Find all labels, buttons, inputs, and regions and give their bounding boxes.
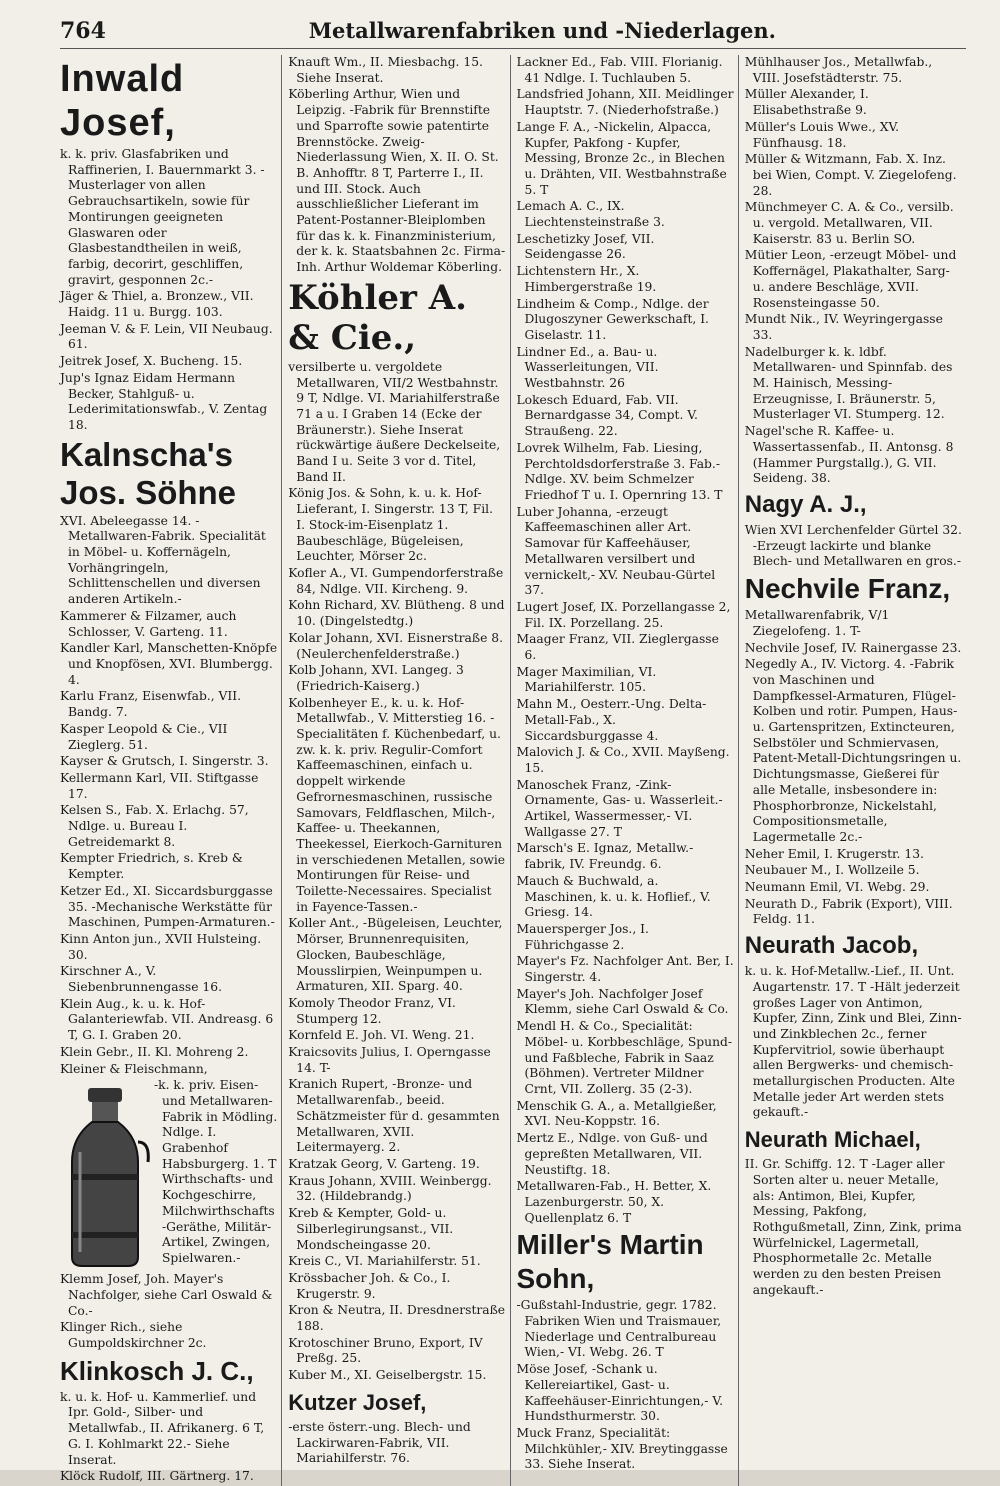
directory-entry: Luber Johanna, -erzeugt Kaffeemaschinen aller Art. Samovar für Kaffeehäuser, Metallwaren versilbert und vernickelt,- XV. Neubau-Gürtel 37. xyxy=(516,504,716,598)
directory-entry: Koller Ant., -Bügeleisen, Leuchter, Mörser, Brunnenrequisiten, Glocken, Baubeschläge, Mousslirpien, Weinpumpen u. Armaturen, XII. Sparg. 40. xyxy=(288,916,503,994)
directory-entry: Nagel'sche R. Kaffee- u. Wassertassenfab., II. Antonsg. 8 (Hammer Purgstallg.), G. VII. Seideng. 38. xyxy=(744,424,954,486)
display-heading: Kalnscha's Jos. Söhne xyxy=(60,435,237,511)
display-heading: Nagy A. J., xyxy=(744,490,867,518)
directory-entry: Kayser & Grutsch, I. Singerstr. 3. xyxy=(60,754,269,769)
directory-entry: Klinger Rich., siehe Gumpoldskirchner 2c. xyxy=(60,1320,207,1351)
directory-entry: Klein Gebr., II. Kl. Mohreng 2. xyxy=(60,1044,249,1059)
directory-entry: Lindner Ed., a. Bau- u. Wasserleitungen, VII. Westbahnstr. 26 xyxy=(516,344,659,391)
directory-entry: Maager Franz, VII. Zieglergasse 6. xyxy=(516,632,719,663)
directory-entry: Mahn M., Oesterr.-Ung. Delta-Metall-Fab., X. Siccardsburggasse 4. xyxy=(516,697,707,743)
directory-entry: Kratzak Georg, V. Garteng. 19. xyxy=(288,1157,480,1171)
display-heading: Neurath Michael, xyxy=(744,1127,921,1153)
directory-entry: Kreb & Kempter, Gold- u. Silberlegirungsanst., VII. Mondscheingasse 20. xyxy=(288,1206,454,1252)
display-heading: Kutzer Josef, xyxy=(288,1389,427,1415)
directory-entry: Mendl H. & Co., Specialität: Möbel- u. Korbbeschläge, Spund- und Faßbleche, Fabrik in Saaz (Böhmen). Vertreter Mildner Crnt, VII. Zollerg. 35 (2-3). xyxy=(516,1019,733,1096)
directory-entry: II. Gr. Schiffg. 12. T -Lager aller Sorten alter u. neuer Metalle, als: Antimon, Blei, Kupfer, Messing, Pakfong, Rothgußmetall, Zinn, Zink, prima Würfelnickel, Lagermetall, Phosphormetalle 2c. Metalle werden zu den besten Preisen angekauft.- xyxy=(744,1157,962,1297)
directory-entry: Klemm Josef, Joh. Mayer's Nachfolger, siehe Carl Oswald & Co.- xyxy=(60,1272,273,1318)
directory-entry: Jäger & Thiel, a. Bronzew., VII. Haidg. 11 u. Burgg. 103. xyxy=(60,289,254,320)
column-3 xyxy=(517,55,739,1486)
directory-entry: Kolb Johann, XVI. Langeg. 3 (Friedrich-Kaiserg.) xyxy=(288,663,464,693)
directory-entry: Mauch & Buchwald, a. Maschinen, k. u. k. Hoflief., V. Griesg. 14. xyxy=(516,873,711,920)
directory-entry: Müller's Louis Wwe., XV. Fünfhausg. 18. xyxy=(744,119,900,150)
directory-entry: Mayer's Joh. Nachfolger Josef Klemm, siehe Carl Oswald & Co. xyxy=(516,986,729,1017)
directory-entry: Möse Josef, -Schank u. Kellereiartikel, Gast- u. Kaffeehäuser-Einrichtungen,- V. Hundsthurmerstr. 30. xyxy=(516,1362,724,1424)
directory-entry: Neumann Emil, VI. Webg. 29. xyxy=(744,880,930,895)
directory-entry: Neurath D., Fabrik (Export), VIII. Feldg. 11. xyxy=(744,896,953,927)
directory-entry: XVI. Abeleegasse 14. -Metallwaren-Fabrik. Specialität in Möbel- u. Koffernägeln, Vorhängringeln, Schlittenschellen und diversen anderen Artikeln.- xyxy=(60,513,266,607)
directory-entry: Mundt Nik., IV. Weyringergasse 33. xyxy=(744,312,943,342)
directory-entry: Negedly A., IV. Victorg. 4. -Fabrik von Maschinen und Dampfkessel-Armaturen, Flügel-Kolben und rotir. Pumpen, Haus- u. Gartenspritzen, Extincteuren, Selbstöler und Schmiervasen, Patent-Metall-Dichtungsringen u. Dichtungsmasse, Gießerei für alle Metalle, insbesondere in: Phosphorbronze, Nickelstahl, Compositionsmetalle, Lagermetalle 2c.- xyxy=(744,657,962,844)
directory-entry: Kraus Johann, XVIII. Weinbergg. 32. (Hildebrandg.) xyxy=(288,1173,492,1204)
directory-entry: Jeeman V. & F. Lein, VII Neubaug. 61. xyxy=(60,321,273,352)
directory-entry: Mühlhauser Jos., Metallwfab., VIII. Josefstädterstr. 75. xyxy=(744,55,933,85)
directory-entry: Neher Emil, I. Krugerstr. 13. xyxy=(744,846,924,861)
directory-entry: Ketzer Ed., XI. Siccardsburggasse 35. -Mechanische Werkstätte für Maschinen, Pumpen-Armaturen.- xyxy=(60,883,275,930)
directory-entry: Nechvile Josef, IV. Rainergasse 23. xyxy=(744,640,962,655)
milk-can-illustration xyxy=(60,1082,150,1272)
directory-entry: Lackner Ed., Fab. VIII. Florianig. 41 Ndlge. I. Tuchlauben 5. xyxy=(516,55,723,85)
directory-entry: Neubauer M., I. Wollzeile 5. xyxy=(744,863,920,878)
directory-entry: Lemach A. C., IX. Liechtensteinstraße 3. xyxy=(516,199,665,230)
directory-entry: Muck Franz, Specialität: Milchkühler,- XIV. Breytinggasse 33. Siehe Inserat. xyxy=(516,1425,728,1472)
advertisement xyxy=(60,1078,277,1272)
directory-entry: Klöck Rudolf, III. Gärtnerg. 17. xyxy=(60,1469,254,1484)
page-title: Metallwarenfabriken und -Niederlagen. xyxy=(308,18,776,43)
directory-entry: Müller Alexander, I. Elisabethstraße 9. xyxy=(744,87,869,118)
directory-entry: Landsfried Johann, XII. Meidlinger Hauptstr. 7. (Niederhofstraße.) xyxy=(516,87,734,118)
directory-entry: k. u. k. Hof- u. Kammerlief. und Ipr. Gold-, Silber- und Metallwfab., II. Afrikanerg. 6 T, G. I. Kohlmarkt 22.- Siehe Inserat. xyxy=(60,1389,265,1467)
directory-entry: Lichtenstern Hr., X. Himbergerstraße 19. xyxy=(516,264,657,294)
directory-entry: Menschik G. A., a. Metallgießer, XVI. Neu-Koppstr. 16. xyxy=(516,1098,717,1129)
directory-entry: Marsch's E. Ignaz, Metallw.-fabrik, IV. Freundg. 6. xyxy=(516,841,694,872)
directory-entry: Kron & Neutra, II. Dresdnerstraße 188. xyxy=(288,1303,506,1334)
directory-entry: Mertz E., Ndlge. von Guß- und gepreßten Metallwaren, VII. Neustiftg. 18. xyxy=(516,1131,708,1177)
directory-entry: -erste österr.-ung. Blech- und Lackirwaren-Fabrik, VII. Mariahilferstr. 76. xyxy=(288,1419,471,1466)
directory-entry: Jeitrek Josef, X. Bucheng. 15. xyxy=(60,354,243,369)
directory-entry: Kelsen S., Fab. X. Erlachg. 57, Ndlge. u. Bureau I. Getreidemarkt 8. xyxy=(60,803,249,849)
directory-entry: Kellermann Karl, VII. Stiftgasse 17. xyxy=(60,770,259,801)
directory-entry: Kammerer & Filzamer, auch Schlosser, V. Garteng. 11. xyxy=(60,608,237,639)
directory-entry: Metallwarenfabrik, V/1 Ziegelofeng. 1. T- xyxy=(744,608,890,638)
directory-entry: Lokesch Eduard, Fab. VII. Bernardgasse 34, Compt. V. Straußeng. 22. xyxy=(516,392,698,439)
directory-entry: Kolbenheyer E., k. u. k. Hof-Metallwfab., V. Mitterstieg 16. -Specialitäten f. Küchenbedarf, u. zw. k. k. priv. Regulir-Comfort Kaffeemaschinen, einfach u. doppelt wirkende Gefrornesmaschinen, russische Samovars, Feldflaschen, Milch-, Kaffee- u. Theekannen, Theekessel, Eierkoch-Garnituren in verschiedenen Metallen, sowie Montirungen für Reise- und Toilette-Necessaires. Specialist in Fayence-Tassen.- xyxy=(288,695,506,914)
columns xyxy=(60,55,966,1486)
column-2 xyxy=(288,55,510,1486)
display-heading: Neurath Jacob, xyxy=(744,932,919,960)
display-heading: Nechvile Franz, xyxy=(744,573,951,605)
directory-entry: Kempter Friedrich, s. Kreb & Kempter. xyxy=(60,851,243,882)
directory-entry: Krotoschiner Bruno, Export, IV Preßg. 25. xyxy=(288,1335,483,1366)
directory-entry: Kranich Rupert, -Bronze- und Metallwarenfab., beeid. Schätzmeister für d. gesammten Metallwaren, XVII. Leitermayerg. 2. xyxy=(288,1077,500,1155)
directory-entry: Leschetizky Josef, VII. Seidengasse 26. xyxy=(516,231,655,262)
directory-entry: k. u. k. Hof-Metallw.-Lief., II. Unt. Augartenstr. 17. T -Hält jederzeit großes Lager von Antimon, Kupfer, Zinn, Zink und Blei, Zinn- und Zinkblechen 2c., ferner Kupfervitriol, sowie überhaupt allen Bergwerks- und chemisch-metallurgischen Producten. Alte Metalle jeder Art werden stets gekauft.- xyxy=(744,964,962,1120)
directory-entry: Münchmeyer C. A. & Co., versilb. u. vergold. Metallwaren, VII. Kaiserstr. 83 u. Berlin SO. xyxy=(744,200,954,246)
directory-entry: Nadelburger k. k. ldbf. Metallwaren- und Spinnfab. des M. Hainisch, Messing-Erzeugnisse, I. Bräunerstr. 5, Musterlager VI. Stumperg. 12. xyxy=(744,344,953,422)
directory-entry: Manoschek Franz, -Zink-Ornamente, Gas- u. Wasserleit.-Artikel, Wassermesser,- VI. Wallgasse 27. T xyxy=(516,777,723,839)
directory-entry: Kasper Leopold & Cie., VII Zieglerg. 51. xyxy=(60,721,228,752)
page-number: 764 xyxy=(60,18,106,44)
column-1 xyxy=(60,55,282,1486)
directory-entry: Lugert Josef, IX. Porzellangasse 2, Fil. IX. Porzellang. 25. xyxy=(516,599,731,630)
display-heading: Miller's Martin Sohn, xyxy=(516,1229,704,1295)
directory-entry: Mayer's Fz. Nachfolger Ant. Ber, I. Singerstr. 4. xyxy=(516,954,734,985)
directory-entry: Mauersperger Jos., I. Führichgasse 2. xyxy=(516,921,649,952)
directory-entry: k. k. priv. Glasfabriken und Raffinerien, I. Bauernmarkt 3. -Musterlager von allen Gebrauchsartikeln, sowie für Montirungen geeigneten Glaswaren oder Glasbestandtheilen in weiß, farbig, decorirt, geschliffen, gravirt, gesponnen 2c.- xyxy=(60,147,265,287)
directory-entry: Mager Maximilian, VI. Mariahilferstr. 105. xyxy=(516,664,657,695)
directory-entry: Kuber M., XI. Geiselbergstr. 15. xyxy=(288,1368,487,1383)
display-heading: Inwald Josef, xyxy=(60,58,185,144)
directory-entry: Metallwaren-Fab., H. Better, X. Lazenburgerstr. 50, X. Quellenplatz 6. T xyxy=(516,1179,712,1225)
directory-entry: Kraicsovits Julius, I. Operngasse 14. T- xyxy=(288,1045,491,1075)
directory-entry: Müller & Witzmann, Fab. X. Inz. bei Wien, Compt. V. Ziegelofeng. 28. xyxy=(744,152,957,198)
directory-entry: Kleiner & Fleischmann, xyxy=(60,1061,208,1076)
directory-entry: Kinn Anton jun., XVII Hulsteing. 30. xyxy=(60,931,262,962)
display-heading: Köhler A. & Cie., xyxy=(288,277,467,358)
directory-entry: Kolar Johann, XVI. Eisnerstraße 8. (Neulerchenfelderstraße.) xyxy=(288,630,504,661)
directory-entry: Wien XVI Lerchenfelder Gürtel 32. -Erzeugt lackirte und blanke Blech- und Metallwaren en gros.- xyxy=(744,522,962,569)
directory-entry: Klein Aug., k. u. k. Hof-Galanteriewfab. VII. Andreasg. 6 T, G. I. Graben 20. xyxy=(60,996,274,1043)
directory-entry: Malovich J. & Co., XVII. Mayßeng. 15. xyxy=(516,745,730,775)
directory-entry: Kirschner A., V. Siebenbrunnengasse 16. xyxy=(60,964,222,995)
directory-entry: Kofler A., VI. Gumpendorferstraße 84, Ndlge. VII. Kircheng. 9. xyxy=(288,565,504,596)
page-header xyxy=(60,18,966,49)
directory-entry: Knauft Wm., II. Miesbachg. 15. Siehe Inserat. xyxy=(288,55,483,85)
directory-entry: Köberling Arthur, Wien und Leipzig. -Fabrik für Brennstifte und Sparrofte sowie patentirte Brennstöcke. Zweig-Niederlassung Wien, X. II. O. St. B. Anhofftr. 8 T, Parterre I., II. und III. Stock. Auch ausschließlicher Lieferant im Patent-Postanner-Bleiplomben für das k. k. Finanzministerium, der k. k. Staatsbahnen 2c. Firma-Inh. Arthur Woldemar Köberling. xyxy=(288,87,506,275)
directory-entry: König Jos. & Sohn, k. u. k. Hof-Lieferant, I. Singerstr. 13 T, Fil. I. Stock-im-Eisenplatz 1. Baubeschläge, Bügeleisen, Leuchter, Mörser 2c. xyxy=(288,486,493,564)
directory-entry: Karlu Franz, Eisenwfab., VII. Bandg. 7. xyxy=(60,689,242,720)
directory-entry: Kohn Richard, XV. Blütheng. 8 und 10. (Dingelstedtg.) xyxy=(288,598,505,629)
directory-entry: Komoly Theodor Franz, VI. Stumperg 12. xyxy=(288,995,456,1026)
directory-entry: Kornfeld E. Joh. VI. Weng. 21. xyxy=(288,1028,475,1043)
directory-entry: Krössbacher Joh. & Co., I. Krugerstr. 9. xyxy=(288,1270,451,1301)
column-4 xyxy=(745,55,966,1486)
directory-entry: Lindheim & Comp., Ndlge. der Dlugoszyner Gewerkschaft, I. Giselastr. 11. xyxy=(516,296,709,342)
directory-entry: Mütier Leon, -erzeugt Möbel- und Koffernägel, Plakathalter, Sarg- u. andere Beschläge, XVII. Rosensteingasse 50. xyxy=(744,248,957,310)
advertisement-text: -k. k. priv. Eisen- und Metallwaren-Fabrik in Mödling. Ndlge. I. Grabenhof Habsburgerg. 1. T Wirthschafts- und Kochgeschirre, Milchwirthschafts-Geräthe, Militär-Artikel, Zwingen, Spielwaren.- xyxy=(154,1078,278,1265)
directory-entry: Kandler Karl, Manschetten-Knöpfe und Knopfösen, XVI. Blumbergg. 4. xyxy=(60,641,278,687)
directory-entry: Lovrek Wilhelm, Fab. Liesing, Perchtoldsdorferstraße 3. Fab.-Ndlge. XV. beim Schmelzer Friedhof T u. I. Opernring 13. T xyxy=(516,440,723,502)
directory-entry: -Gußstahl-Industrie, gegr. 1782. Fabriken Wien und Traismauer, Niederlage und Centralbureau Wien,- VI. Webg. 26. T xyxy=(516,1298,722,1360)
directory-entry: Jup's Ignaz Eidam Hermann Becker, Stahlguß- u. Lederimitationswfab., V. Zentag 18. xyxy=(60,370,268,432)
directory-entry: Lange F. A., -Nickelin, Alpacca, Kupfer, Pakfong - Kupfer, Messing, Bronze 2c., in Blechen u. Drähten, VII. Westbahnstraße 5. T xyxy=(516,119,727,197)
display-heading: Klinkosch J. C., xyxy=(60,1355,254,1386)
directory-entry: Kreis C., VI. Mariahilferstr. 51. xyxy=(288,1254,481,1269)
directory-entry: versilberte u. vergoldete Metallwaren, VII/2 Westbahnstr. 9 T, Ndlge. VI. Mariahilferstraße 71 a u. I Graben 14 (Ecke der Bräunerstr.). Siehe Inserat rückwärtige äußere Deckelseite, Band I u. Seite 3 vor d. Titel, Band II. xyxy=(288,359,501,484)
